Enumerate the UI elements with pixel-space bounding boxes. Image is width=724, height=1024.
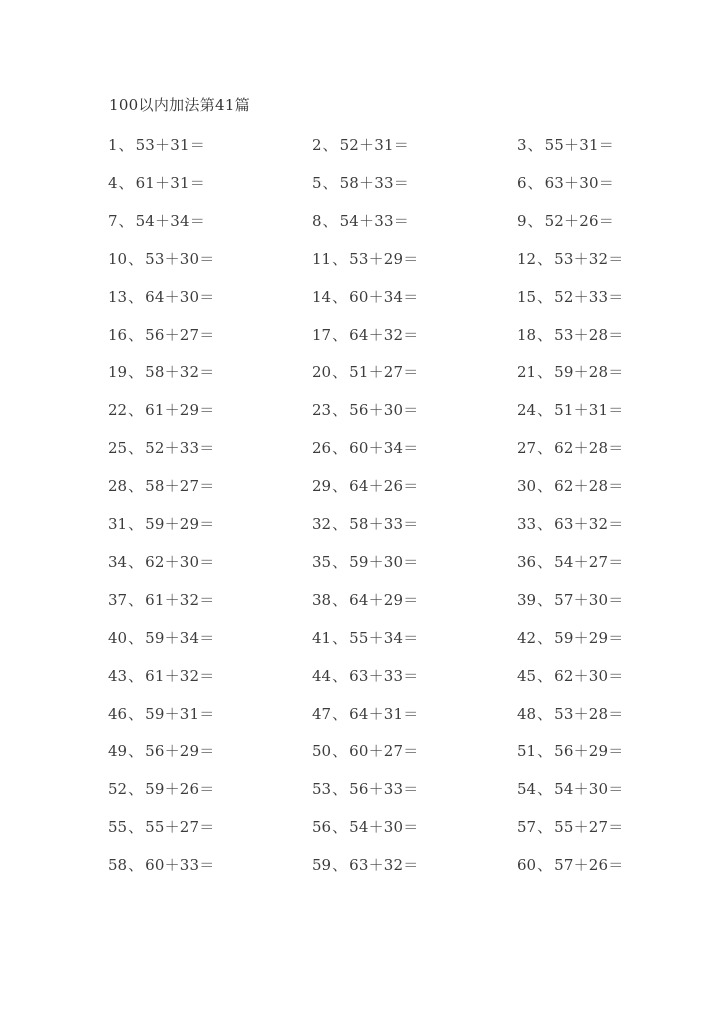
problem-item bbox=[312, 628, 418, 648]
problem-item bbox=[108, 552, 214, 572]
problem-separator: 、 bbox=[332, 666, 348, 685]
problem-item bbox=[108, 590, 214, 610]
problem-separator: 、 bbox=[332, 780, 348, 799]
problem-item bbox=[312, 552, 418, 572]
problem-separator: 、 bbox=[537, 287, 553, 306]
problem-expression: 61＋32＝ bbox=[145, 666, 215, 685]
problem-number: 14 bbox=[312, 287, 332, 306]
problem-number: 23 bbox=[312, 401, 332, 420]
problem-item bbox=[108, 855, 214, 875]
problem-separator: 、 bbox=[128, 363, 144, 382]
problem-number: 40 bbox=[108, 628, 128, 647]
problem-item bbox=[517, 438, 623, 458]
problem-item bbox=[517, 287, 623, 307]
problem-expression: 59＋34＝ bbox=[145, 628, 215, 647]
problem-item bbox=[517, 400, 623, 420]
problem-expression: 58＋33＝ bbox=[339, 173, 409, 192]
problem-item bbox=[312, 514, 418, 534]
problem-item bbox=[108, 514, 214, 534]
problem-number: 25 bbox=[108, 439, 128, 458]
problem-number: 43 bbox=[108, 666, 128, 685]
problem-number: 18 bbox=[517, 325, 537, 344]
problem-number: 32 bbox=[312, 515, 332, 533]
problem-separator: 、 bbox=[128, 628, 144, 647]
problem-separator: 、 bbox=[332, 439, 348, 458]
problem-separator: 、 bbox=[332, 590, 348, 609]
problem-number: 31 bbox=[108, 515, 128, 533]
problem-expression: 64＋26＝ bbox=[349, 477, 419, 496]
problem-number: 27 bbox=[517, 439, 537, 458]
problem-item bbox=[312, 173, 409, 193]
problem-expression: 51＋31＝ bbox=[554, 401, 624, 420]
problem-separator: 、 bbox=[537, 363, 553, 382]
problem-item bbox=[312, 855, 418, 875]
problem-item bbox=[108, 325, 214, 345]
problem-separator: 、 bbox=[527, 136, 543, 154]
problem-separator: 、 bbox=[537, 590, 553, 609]
problem-separator: 、 bbox=[537, 515, 553, 533]
problem-number: 34 bbox=[108, 552, 128, 571]
problem-expression: 54＋34＝ bbox=[135, 211, 205, 230]
problem-separator: 、 bbox=[118, 136, 134, 154]
problem-number: 50 bbox=[312, 742, 332, 761]
problem-item bbox=[108, 211, 205, 231]
problem-expression: 62＋30＝ bbox=[145, 552, 215, 571]
problem-separator: 、 bbox=[128, 590, 144, 609]
problem-expression: 62＋28＝ bbox=[554, 439, 624, 458]
problem-number: 3 bbox=[517, 136, 527, 154]
problem-number: 10 bbox=[108, 249, 128, 268]
problem-item bbox=[517, 666, 623, 686]
problem-separator: 、 bbox=[332, 628, 348, 647]
problem-number: 4 bbox=[108, 173, 118, 192]
problem-separator: 、 bbox=[537, 628, 553, 647]
problem-expression: 53＋28＝ bbox=[554, 325, 624, 344]
problem-expression: 51＋27＝ bbox=[349, 363, 419, 382]
problem-expression: 54＋30＝ bbox=[554, 780, 624, 799]
problem-item bbox=[108, 817, 214, 837]
problem-separator: 、 bbox=[537, 742, 553, 761]
problem-expression: 62＋28＝ bbox=[554, 477, 624, 496]
worksheet-title: 100以内加法第41篇 bbox=[109, 96, 251, 114]
problem-expression: 54＋33＝ bbox=[339, 211, 409, 230]
problem-number: 2 bbox=[312, 136, 322, 154]
problem-separator: 、 bbox=[527, 211, 543, 230]
problem-item bbox=[312, 135, 409, 155]
problem-item bbox=[517, 628, 623, 648]
problem-item bbox=[312, 400, 418, 420]
problem-number: 35 bbox=[312, 552, 332, 571]
problem-separator: 、 bbox=[128, 287, 144, 306]
problem-expression: 53＋28＝ bbox=[554, 704, 624, 723]
problem-separator: 、 bbox=[332, 363, 348, 382]
problem-expression: 64＋30＝ bbox=[145, 287, 215, 306]
problem-expression: 52＋33＝ bbox=[554, 287, 624, 306]
problem-separator: 、 bbox=[322, 173, 338, 192]
problem-number: 7 bbox=[108, 211, 118, 230]
problem-number: 51 bbox=[517, 742, 537, 761]
problem-expression: 53＋29＝ bbox=[349, 249, 419, 268]
problem-separator: 、 bbox=[332, 515, 348, 533]
problem-item bbox=[312, 211, 409, 231]
problem-separator: 、 bbox=[332, 401, 348, 420]
problem-separator: 、 bbox=[332, 287, 348, 306]
problem-item bbox=[108, 741, 214, 761]
problem-item bbox=[108, 438, 214, 458]
problem-number: 19 bbox=[108, 363, 128, 382]
problem-expression: 55＋27＝ bbox=[145, 818, 215, 837]
problem-number: 56 bbox=[312, 818, 332, 837]
problem-item bbox=[312, 438, 418, 458]
problem-expression: 61＋32＝ bbox=[145, 590, 215, 609]
problem-separator: 、 bbox=[332, 856, 348, 875]
problem-number: 55 bbox=[108, 818, 128, 837]
problem-expression: 54＋27＝ bbox=[554, 552, 624, 571]
problem-separator: 、 bbox=[332, 477, 348, 496]
problem-number: 59 bbox=[312, 856, 332, 875]
problem-expression: 60＋34＝ bbox=[349, 287, 419, 306]
problem-number: 28 bbox=[108, 477, 128, 496]
problem-number: 46 bbox=[108, 704, 128, 723]
problem-number: 12 bbox=[517, 249, 537, 268]
problem-separator: 、 bbox=[128, 439, 144, 458]
problem-separator: 、 bbox=[322, 211, 338, 230]
problem-number: 48 bbox=[517, 704, 537, 723]
problem-expression: 59＋29＝ bbox=[145, 515, 215, 533]
problem-number: 44 bbox=[312, 666, 332, 685]
problem-item bbox=[312, 362, 418, 382]
problem-number: 5 bbox=[312, 173, 322, 192]
problem-expression: 59＋31＝ bbox=[145, 704, 215, 723]
problem-separator: 、 bbox=[118, 173, 134, 192]
problem-item bbox=[108, 362, 214, 382]
problem-item bbox=[312, 476, 418, 496]
problem-number: 57 bbox=[517, 818, 537, 837]
problem-item bbox=[108, 704, 214, 724]
problem-separator: 、 bbox=[128, 704, 144, 723]
problem-expression: 56＋30＝ bbox=[349, 401, 419, 420]
problem-item bbox=[517, 476, 623, 496]
problem-item bbox=[517, 552, 623, 572]
problem-separator: 、 bbox=[128, 325, 144, 344]
problem-number: 36 bbox=[517, 552, 537, 571]
problem-item bbox=[517, 362, 623, 382]
problem-item bbox=[312, 817, 418, 837]
problem-item bbox=[108, 666, 214, 686]
problem-expression: 59＋29＝ bbox=[554, 628, 624, 647]
problem-expression: 55＋34＝ bbox=[349, 628, 419, 647]
problem-expression: 52＋31＝ bbox=[339, 136, 409, 154]
problem-expression: 55＋27＝ bbox=[554, 818, 624, 837]
problem-separator: 、 bbox=[128, 780, 144, 799]
problem-expression: 63＋32＝ bbox=[349, 856, 419, 875]
problem-number: 15 bbox=[517, 287, 537, 306]
problem-item bbox=[517, 211, 614, 231]
problem-item bbox=[108, 173, 205, 193]
problem-separator: 、 bbox=[537, 439, 553, 458]
problem-item bbox=[108, 476, 214, 496]
problem-item bbox=[517, 173, 614, 193]
problem-separator: 、 bbox=[332, 249, 348, 268]
problem-separator: 、 bbox=[128, 515, 144, 533]
problem-separator: 、 bbox=[332, 818, 348, 837]
problem-item bbox=[108, 400, 214, 420]
problem-item bbox=[517, 249, 623, 269]
problem-expression: 57＋26＝ bbox=[554, 856, 624, 875]
problem-item bbox=[517, 135, 614, 155]
problem-item bbox=[108, 628, 214, 648]
problem-expression: 61＋29＝ bbox=[145, 401, 215, 420]
problem-separator: 、 bbox=[527, 173, 543, 192]
problem-expression: 60＋33＝ bbox=[145, 856, 215, 875]
problem-item bbox=[312, 779, 418, 799]
problem-expression: 57＋30＝ bbox=[554, 590, 624, 609]
problem-expression: 53＋30＝ bbox=[145, 249, 215, 268]
problem-item bbox=[312, 590, 418, 610]
problem-item bbox=[312, 704, 418, 724]
problem-separator: 、 bbox=[537, 818, 553, 837]
problem-separator: 、 bbox=[322, 136, 338, 154]
problem-number: 60 bbox=[517, 856, 537, 875]
problem-number: 11 bbox=[312, 249, 332, 268]
problem-expression: 61＋31＝ bbox=[135, 173, 205, 192]
problem-number: 37 bbox=[108, 590, 128, 609]
problem-number: 39 bbox=[517, 590, 537, 609]
problem-expression: 63＋33＝ bbox=[349, 666, 419, 685]
problem-expression: 58＋32＝ bbox=[145, 363, 215, 382]
problem-item bbox=[517, 514, 623, 534]
problem-number: 26 bbox=[312, 439, 332, 458]
problem-number: 6 bbox=[517, 173, 527, 192]
problem-separator: 、 bbox=[537, 477, 553, 496]
problem-expression: 64＋31＝ bbox=[349, 704, 419, 723]
problem-item bbox=[517, 590, 623, 610]
problem-number: 24 bbox=[517, 401, 537, 420]
problem-item bbox=[312, 741, 418, 761]
problem-number: 22 bbox=[108, 401, 128, 420]
problem-expression: 63＋30＝ bbox=[544, 173, 614, 192]
problem-expression: 56＋27＝ bbox=[145, 325, 215, 344]
problem-expression: 53＋31＝ bbox=[135, 136, 205, 154]
problem-number: 45 bbox=[517, 666, 537, 685]
problem-item bbox=[312, 325, 418, 345]
problem-item bbox=[108, 287, 214, 307]
problem-number: 1 bbox=[108, 136, 118, 154]
problem-expression: 58＋33＝ bbox=[349, 515, 419, 533]
problem-number: 33 bbox=[517, 515, 537, 533]
problem-number: 16 bbox=[108, 325, 128, 344]
problem-item bbox=[517, 817, 623, 837]
problem-number: 53 bbox=[312, 780, 332, 799]
problem-number: 9 bbox=[517, 211, 527, 230]
problem-expression: 59＋30＝ bbox=[349, 552, 419, 571]
problem-number: 8 bbox=[312, 211, 322, 230]
problem-number: 41 bbox=[312, 628, 332, 647]
problem-item bbox=[517, 325, 623, 345]
problem-expression: 60＋34＝ bbox=[349, 439, 419, 458]
problem-expression: 52＋33＝ bbox=[145, 439, 215, 458]
problem-item bbox=[312, 249, 418, 269]
problem-item bbox=[108, 249, 214, 269]
problem-expression: 60＋27＝ bbox=[349, 742, 419, 761]
problem-number: 13 bbox=[108, 287, 128, 306]
problem-separator: 、 bbox=[537, 780, 553, 799]
problem-number: 38 bbox=[312, 590, 332, 609]
problem-item bbox=[517, 704, 623, 724]
problem-expression: 58＋27＝ bbox=[145, 477, 215, 496]
problem-separator: 、 bbox=[128, 666, 144, 685]
problem-number: 42 bbox=[517, 628, 537, 647]
problem-item bbox=[312, 287, 418, 307]
problem-separator: 、 bbox=[332, 704, 348, 723]
problem-number: 49 bbox=[108, 742, 128, 761]
problem-number: 20 bbox=[312, 363, 332, 382]
problem-separator: 、 bbox=[128, 552, 144, 571]
problem-item bbox=[108, 135, 205, 155]
problem-item bbox=[517, 741, 623, 761]
problem-separator: 、 bbox=[537, 704, 553, 723]
problem-expression: 56＋29＝ bbox=[145, 742, 215, 761]
problem-number: 54 bbox=[517, 780, 537, 799]
problem-number: 21 bbox=[517, 363, 537, 382]
problem-expression: 53＋32＝ bbox=[554, 249, 624, 268]
problem-number: 52 bbox=[108, 780, 128, 799]
problem-item bbox=[312, 666, 418, 686]
problem-separator: 、 bbox=[332, 552, 348, 571]
problem-expression: 64＋29＝ bbox=[349, 590, 419, 609]
problem-separator: 、 bbox=[537, 401, 553, 420]
problem-separator: 、 bbox=[128, 856, 144, 875]
problem-number: 30 bbox=[517, 477, 537, 496]
problem-separator: 、 bbox=[537, 552, 553, 571]
problem-number: 17 bbox=[312, 325, 332, 344]
problem-separator: 、 bbox=[537, 325, 553, 344]
problem-item bbox=[517, 855, 623, 875]
problem-expression: 64＋32＝ bbox=[349, 325, 419, 344]
problem-separator: 、 bbox=[537, 249, 553, 268]
problem-separator: 、 bbox=[537, 856, 553, 875]
problem-expression: 62＋30＝ bbox=[554, 666, 624, 685]
problem-expression: 52＋26＝ bbox=[544, 211, 614, 230]
problem-separator: 、 bbox=[118, 211, 134, 230]
problem-expression: 59＋26＝ bbox=[145, 780, 215, 799]
problem-separator: 、 bbox=[537, 666, 553, 685]
problem-expression: 56＋29＝ bbox=[554, 742, 624, 761]
problem-expression: 56＋33＝ bbox=[349, 780, 419, 799]
problem-number: 58 bbox=[108, 856, 128, 875]
problem-separator: 、 bbox=[128, 742, 144, 761]
problem-expression: 54＋30＝ bbox=[349, 818, 419, 837]
problem-expression: 55＋31＝ bbox=[544, 136, 614, 154]
problem-expression: 59＋28＝ bbox=[554, 363, 624, 382]
problem-separator: 、 bbox=[128, 477, 144, 496]
problem-item bbox=[108, 779, 214, 799]
problem-separator: 、 bbox=[332, 742, 348, 761]
problem-separator: 、 bbox=[128, 818, 144, 837]
problem-separator: 、 bbox=[128, 401, 144, 420]
problem-separator: 、 bbox=[128, 249, 144, 268]
problem-item bbox=[517, 779, 623, 799]
problem-expression: 63＋32＝ bbox=[554, 515, 624, 533]
problem-separator: 、 bbox=[332, 325, 348, 344]
problem-number: 47 bbox=[312, 704, 332, 723]
problem-number: 29 bbox=[312, 477, 332, 496]
